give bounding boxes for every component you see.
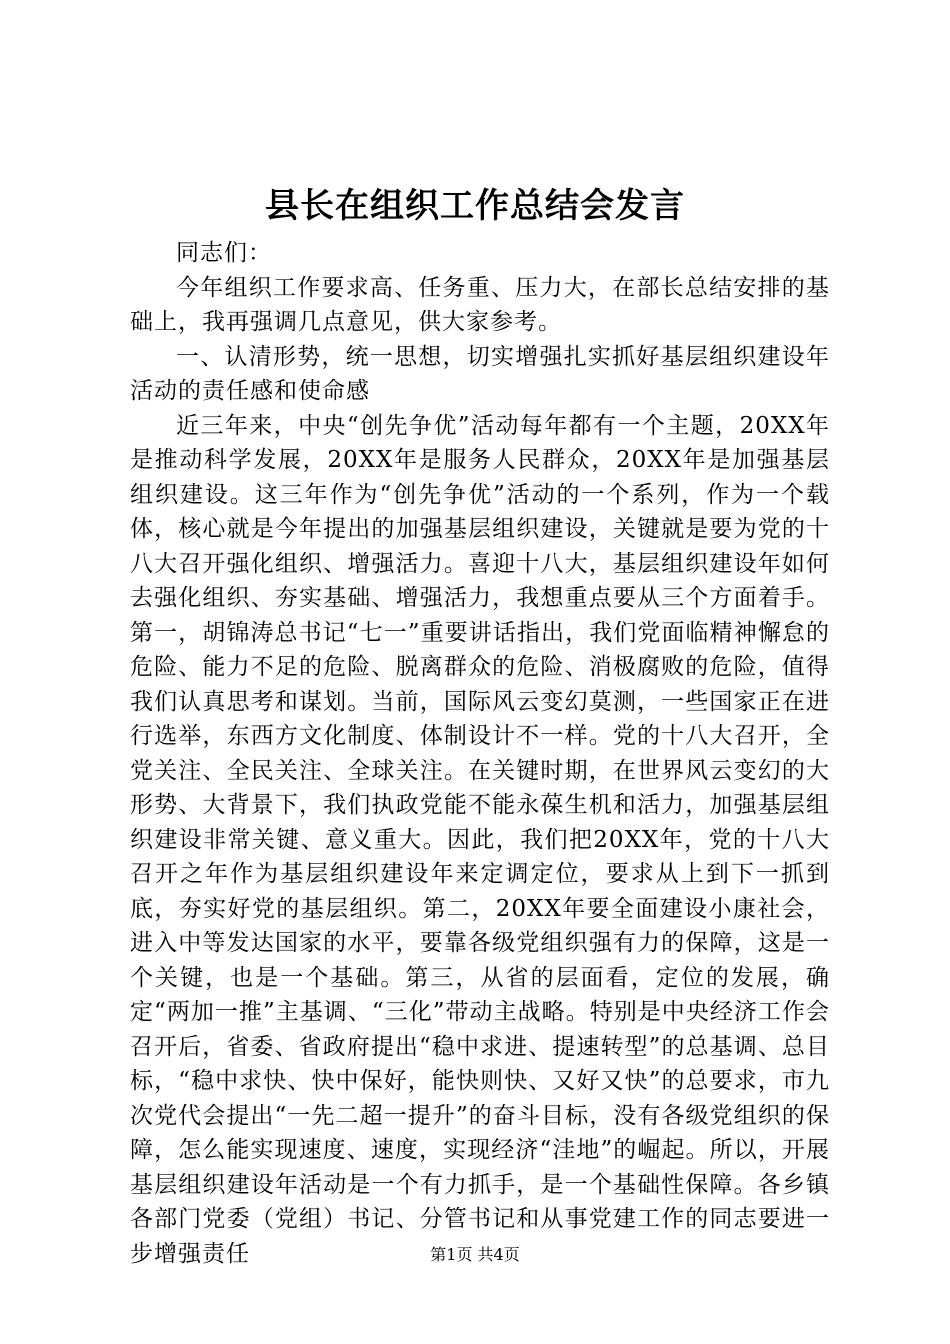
page-footer: 第1页 共4页 [430,1245,520,1264]
body-paragraph: 近三年来，中央“创先争优”活动每年都有一个主题，20XX年是推动科学发展，20XX年是服务人民群众，20XX年是加强基层组织建设。这三年作为“创先争优”活动的一个系列，作为一个载体，核心就是今年提出的加强基层组织建设，关键就是要为党的十八大召开强化组织、增强活力。喜迎十八大，基层组织建设年如何去强化组织、夯实基础、增强活力，我想重点要从三个方面着手。第一，胡锦涛总书记“七一”重要讲话指出，我们党面临精神懈怠的危险、能力不足的危险、脱离群众的危险、消极腐败的危险，值得我们认真思考和谋划。当前，国际风云变幻莫测，一些国家正在进行选举，东西方文化制度、体制设计不一样。党的十八大召开，全党关注、全民关注、全球关注。在关键时期，在世界风云变幻的大形势、大背景下，我们执政党能不能永葆生机和活力，加强基层组织建设非常关键、意义重大。因此，我们把20XX年，党的十八大召开之年作为基层组织建设年来定调定位，要求从上到下一抓到底，夯实好党的基层组织。第二，20XX年要全面建设小康社会，进入中等发达国家的水平，要靠各级党组织强有力的保障，这是一个关键，也是一个基础。第三，从省的层面看，定位的发展，确定“两加一推”主基调、“三化”带动主战略。特别是中央经济工作会召开后，省委、省政府提出“稳中求进、提速转型”的总基调、总目标，“稳中求快、快中保好，能快则快、又好又快”的总要求，市九次党代会提出“一先二超一提升”的奋斗目标，没有各级党组织的保障，怎么能实现速度、速度，实现经济“洼地”的崛起。所以，开展基层组织建设年活动是一个有力抓手，是一个基础性保障。各乡镇各部门党委（党组）书记、分管书记和从事党建工作的同志要进一步增强责任 [130,412,830,1267]
document-body [130,236,830,1271]
salutation-paragraph: 同志们： [176,240,272,266]
intro-paragraph: 今年组织工作要求高、任务重、压力大，在部长总结安排的基础上，我再强调几点意见，供大家参考。 [130,274,830,335]
document-title: 县长在组织工作总结会发言 [265,186,685,226]
section-heading-paragraph: 一、认清形势，统一思想，切实增强扎实抓好基层组织建设年活动的责任感和使命感 [130,343,830,404]
